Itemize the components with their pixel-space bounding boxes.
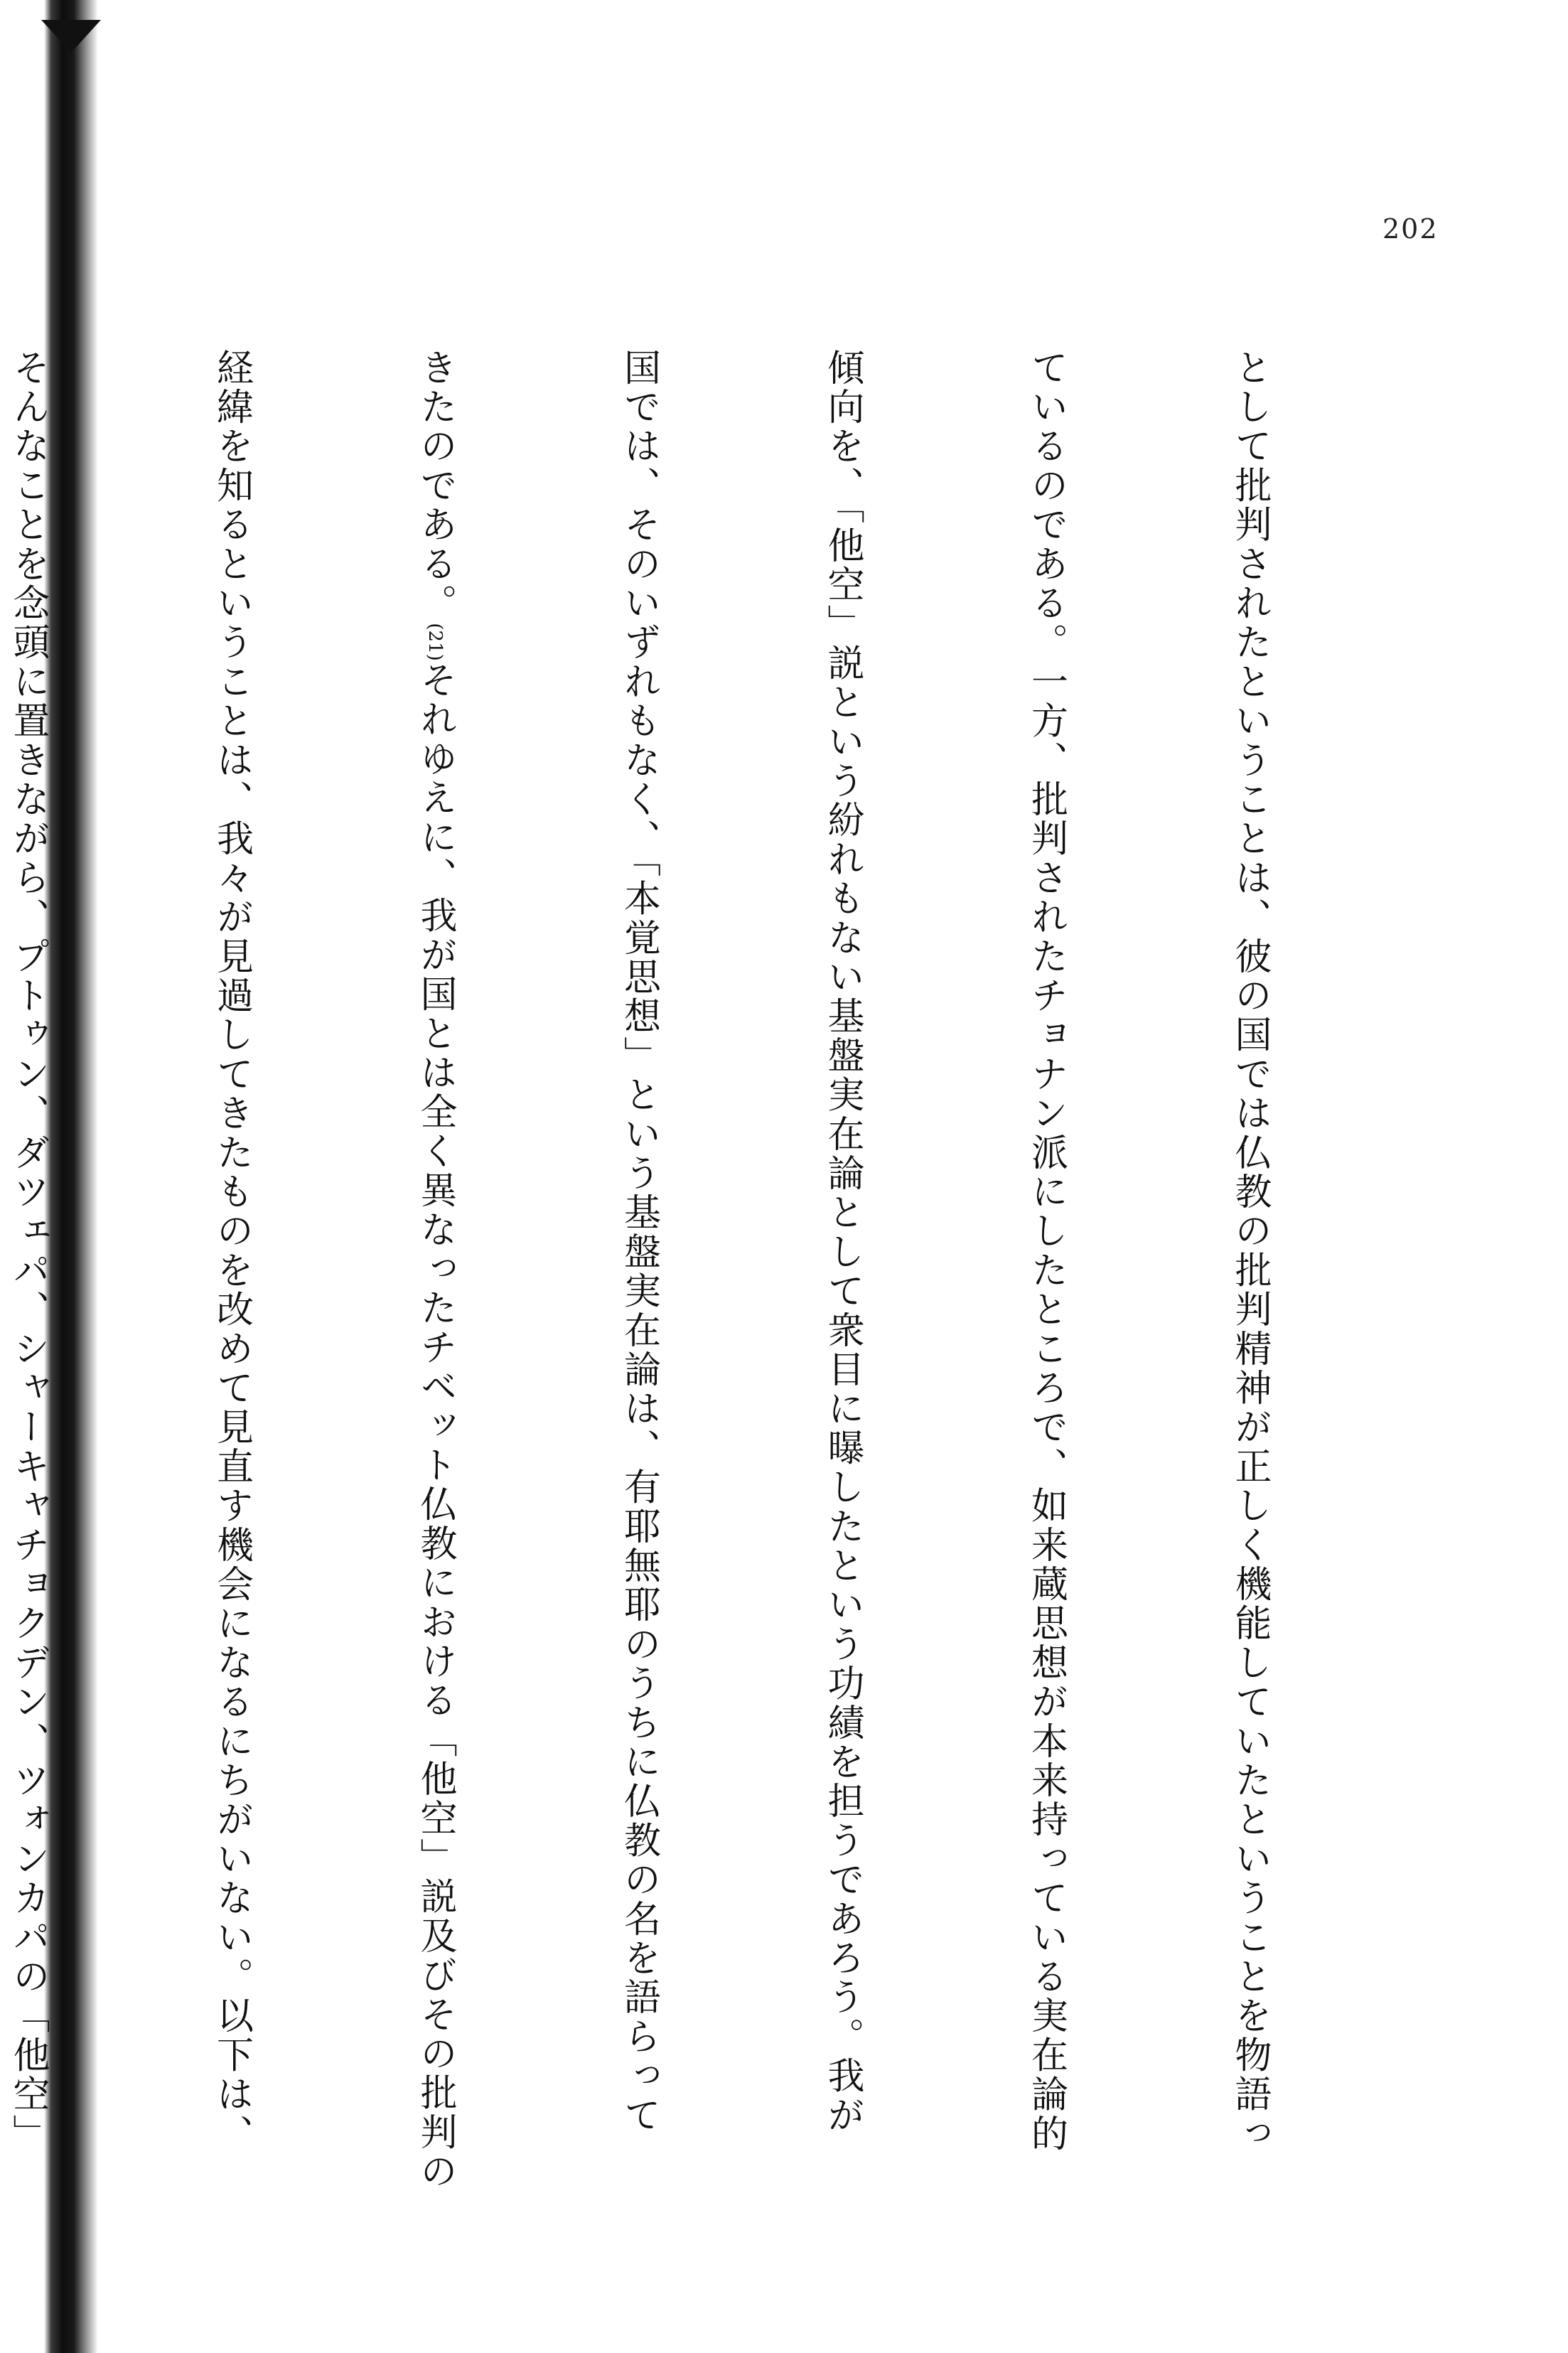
text-line-1: として批判されたということは、彼の国では仏教の批判精神が正しく機能していたということを物語っ [1228,348,1271,2154]
page-number: 202 [1382,213,1439,245]
text-line-2: ているのである。一方、批判されたチョナン派にしたところで、如来蔵思想が本来持っている実在論的 [1024,348,1068,2154]
binding-marker [41,20,101,53]
body-text [0,348,1419,2211]
text-line-5a: きたのである。 [414,348,456,623]
text-line-4: 国では、そのいずれもなく、「本覚思想」という基盤実在論は、有耶無耶のうちに仏教の名を語らって [617,348,660,2135]
text-line-6: 経緯を知るということは、我々が見過してきたものを改めて見直す機会になるにちがいない。以下は、 [210,348,253,2154]
text-line-3: 傾向を、「他空」説という紛れもない基盤実在論として衆目に曝したという功績を担うであろう。我が [821,348,864,2135]
text-line-5b: それゆえに、我が国とは全く異なったチベット仏教における「他空」説及びその批判の [414,660,456,2192]
text-line-5 [401,348,469,2211]
text-line-7: そんなことを念頭に置きながら、プトゥン、ダツェパ、シャーキャチョクデン、ツォンカパの「他空」 [6,348,49,2154]
note-ref-21: (21) [424,623,446,661]
